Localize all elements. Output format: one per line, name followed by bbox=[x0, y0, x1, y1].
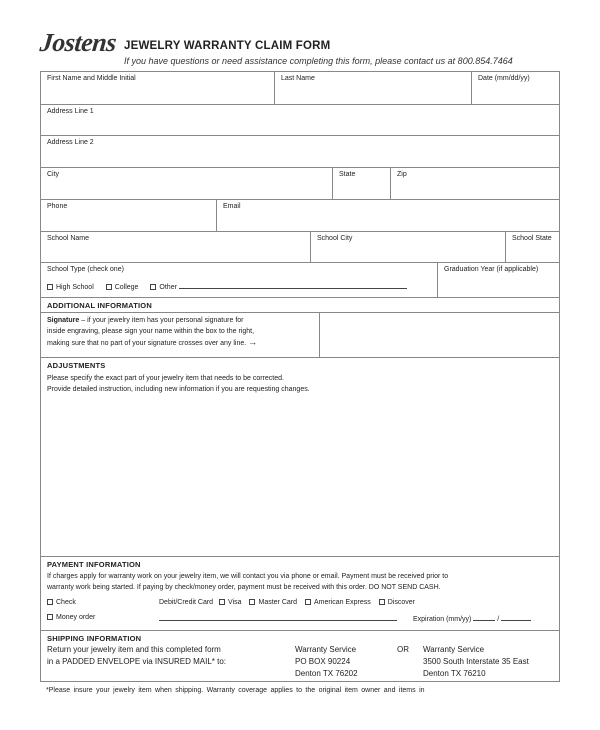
adjustments-heading: ADJUSTMENTS bbox=[47, 361, 106, 370]
signature-line2: inside engraving, please sign your name within the box to the right, bbox=[47, 328, 255, 335]
check-option[interactable] bbox=[47, 597, 76, 608]
adjustments-section[interactable] bbox=[41, 358, 559, 557]
phone-label: Phone bbox=[47, 203, 68, 210]
high-school-label: High School bbox=[56, 284, 94, 291]
address1-label: Address Line 1 bbox=[47, 108, 94, 115]
city-row bbox=[41, 168, 559, 200]
signature-bold: Signature bbox=[47, 317, 80, 324]
school-name-field[interactable] bbox=[41, 232, 310, 262]
form-subtitle: If you have questions or need assistance completing this form, please contact us at 800.854.7464 bbox=[124, 56, 513, 66]
checkbox-icon bbox=[106, 284, 112, 290]
address-b-line: 3500 South Interstate 35 East bbox=[423, 657, 529, 666]
other-line[interactable] bbox=[179, 280, 407, 289]
address-b bbox=[423, 644, 529, 680]
checkbox-icon bbox=[47, 284, 53, 290]
high-school-checkbox[interactable] bbox=[47, 284, 94, 291]
checkbox-icon bbox=[47, 599, 53, 605]
expiration-label: Expiration (mm/yy) bbox=[413, 616, 472, 623]
exp-year-blank[interactable] bbox=[501, 612, 531, 621]
grad-year-field[interactable] bbox=[437, 263, 559, 297]
exp-month-blank[interactable] bbox=[473, 612, 495, 621]
shipping-line1: Return your jewelry item and this completed form bbox=[47, 645, 221, 654]
visa-label: Visa bbox=[228, 599, 242, 606]
checkbox-icon bbox=[379, 599, 385, 605]
school-state-label: School State bbox=[512, 235, 552, 242]
last-name-field[interactable] bbox=[274, 72, 471, 104]
checkbox-icon bbox=[219, 599, 225, 605]
adjustments-line2: Provide detailed instruction, including new information if you are requesting changes. bbox=[47, 386, 310, 393]
city-field[interactable] bbox=[41, 168, 332, 199]
card-options bbox=[159, 597, 415, 608]
address-a bbox=[295, 644, 358, 680]
amex-checkbox[interactable] bbox=[305, 599, 371, 606]
discover-label: Discover bbox=[387, 599, 415, 606]
first-name-field[interactable] bbox=[41, 72, 274, 104]
school-state-field[interactable] bbox=[505, 232, 559, 262]
grad-year-label: Graduation Year (if applicable) bbox=[444, 266, 539, 273]
additional-info-heading: ADDITIONAL INFORMATION bbox=[47, 301, 152, 310]
first-name-label: First Name and Middle Initial bbox=[47, 75, 136, 82]
zip-label: Zip bbox=[397, 171, 407, 178]
date-label: Date (mm/dd/yy) bbox=[478, 75, 530, 82]
adjustments-instructions bbox=[47, 373, 310, 395]
school-name-label: School Name bbox=[47, 235, 90, 242]
address2-label: Address Line 2 bbox=[47, 139, 94, 146]
payment-section bbox=[41, 557, 559, 631]
email-label: Email bbox=[223, 203, 241, 210]
money-order-label: Money order bbox=[56, 614, 96, 621]
additional-info-section bbox=[41, 298, 559, 358]
last-name-label: Last Name bbox=[281, 75, 315, 82]
address2-field[interactable] bbox=[41, 136, 559, 168]
claim-form bbox=[40, 71, 560, 682]
college-label: College bbox=[114, 284, 139, 291]
shipping-instructions bbox=[47, 644, 226, 668]
money-order-option[interactable] bbox=[47, 612, 95, 623]
payment-line1: If charges apply for warranty work on your jewelry item, we will contact you via phone or email. Payment must be received prior to bbox=[47, 573, 449, 580]
debit-credit-label: Debit/Credit Card bbox=[159, 599, 214, 606]
signature-box[interactable] bbox=[319, 312, 559, 357]
address-b-line: Denton TX 76210 bbox=[423, 669, 486, 678]
check-label: Check bbox=[56, 599, 76, 606]
school-city-label: School City bbox=[317, 235, 353, 242]
other-checkbox[interactable] bbox=[150, 284, 177, 291]
school-type-label: School Type (check one) bbox=[47, 266, 124, 273]
master-card-label: Master Card bbox=[258, 599, 297, 606]
jostens-logo: Jostens bbox=[38, 28, 118, 57]
address-b-line: Warranty Service bbox=[423, 645, 485, 654]
payment-line2: warranty work being started. If paying by check/money order, payment must be received with this order. DO NOT SEND CASH. bbox=[47, 584, 441, 591]
signature-instructions bbox=[47, 315, 257, 349]
school-row bbox=[41, 232, 559, 263]
payment-instructions bbox=[47, 571, 448, 593]
shipping-line2: in a PADDED ENVELOPE via INSURED MAIL* to: bbox=[47, 657, 227, 666]
state-field[interactable] bbox=[332, 168, 390, 199]
payment-heading: PAYMENT INFORMATION bbox=[47, 560, 141, 569]
name-row bbox=[41, 72, 559, 105]
form-title: JEWELRY WARRANTY CLAIM FORM bbox=[124, 40, 331, 52]
checkbox-icon bbox=[249, 599, 255, 605]
exp-slash: / bbox=[497, 616, 500, 623]
card-number-line[interactable] bbox=[159, 612, 397, 625]
school-type-field bbox=[41, 263, 437, 297]
expiration-field[interactable] bbox=[413, 612, 531, 625]
shipping-section bbox=[41, 631, 559, 681]
address-a-line: Warranty Service bbox=[295, 645, 357, 654]
city-label: City bbox=[47, 171, 60, 178]
email-field[interactable] bbox=[216, 200, 559, 231]
shipping-heading: SHIPPING INFORMATION bbox=[47, 634, 142, 643]
school-city-field[interactable] bbox=[310, 232, 505, 262]
date-field[interactable] bbox=[471, 72, 559, 104]
card-number-blank[interactable] bbox=[159, 612, 397, 621]
arrow-right-icon: → bbox=[248, 337, 258, 347]
signature-line3: making sure that no part of your signature crosses over any line. bbox=[47, 340, 247, 347]
school-type-options bbox=[47, 280, 407, 293]
amex-label: American Express bbox=[313, 599, 371, 606]
phone-field[interactable] bbox=[41, 200, 216, 231]
other-label: Other bbox=[159, 284, 177, 291]
college-checkbox[interactable] bbox=[106, 284, 139, 291]
checkbox-icon bbox=[305, 599, 311, 605]
footnote: *Please insure your jewelry item when shipping. Warranty coverage applies to the original item owner and items in bbox=[46, 687, 425, 694]
checkbox-icon bbox=[150, 284, 156, 290]
or-label: OR bbox=[397, 645, 409, 654]
contact-row bbox=[41, 200, 559, 232]
visa-checkbox[interactable] bbox=[219, 599, 242, 606]
state-label: State bbox=[339, 171, 356, 178]
address-a-line: Denton TX 76202 bbox=[295, 669, 358, 678]
signature-line1: – if your jewelry item has your personal signature for bbox=[79, 317, 244, 324]
discover-checkbox[interactable] bbox=[379, 599, 415, 606]
checkbox-icon bbox=[47, 614, 53, 620]
zip-field[interactable] bbox=[390, 168, 559, 199]
address-a-line: PO BOX 90224 bbox=[295, 657, 351, 666]
master-card-checkbox[interactable] bbox=[249, 599, 297, 606]
adjustments-line1: Please specify the exact part of your jewelry item that needs to be corrected. bbox=[47, 375, 284, 382]
address1-field[interactable] bbox=[41, 105, 559, 136]
school-type-row bbox=[41, 263, 559, 298]
